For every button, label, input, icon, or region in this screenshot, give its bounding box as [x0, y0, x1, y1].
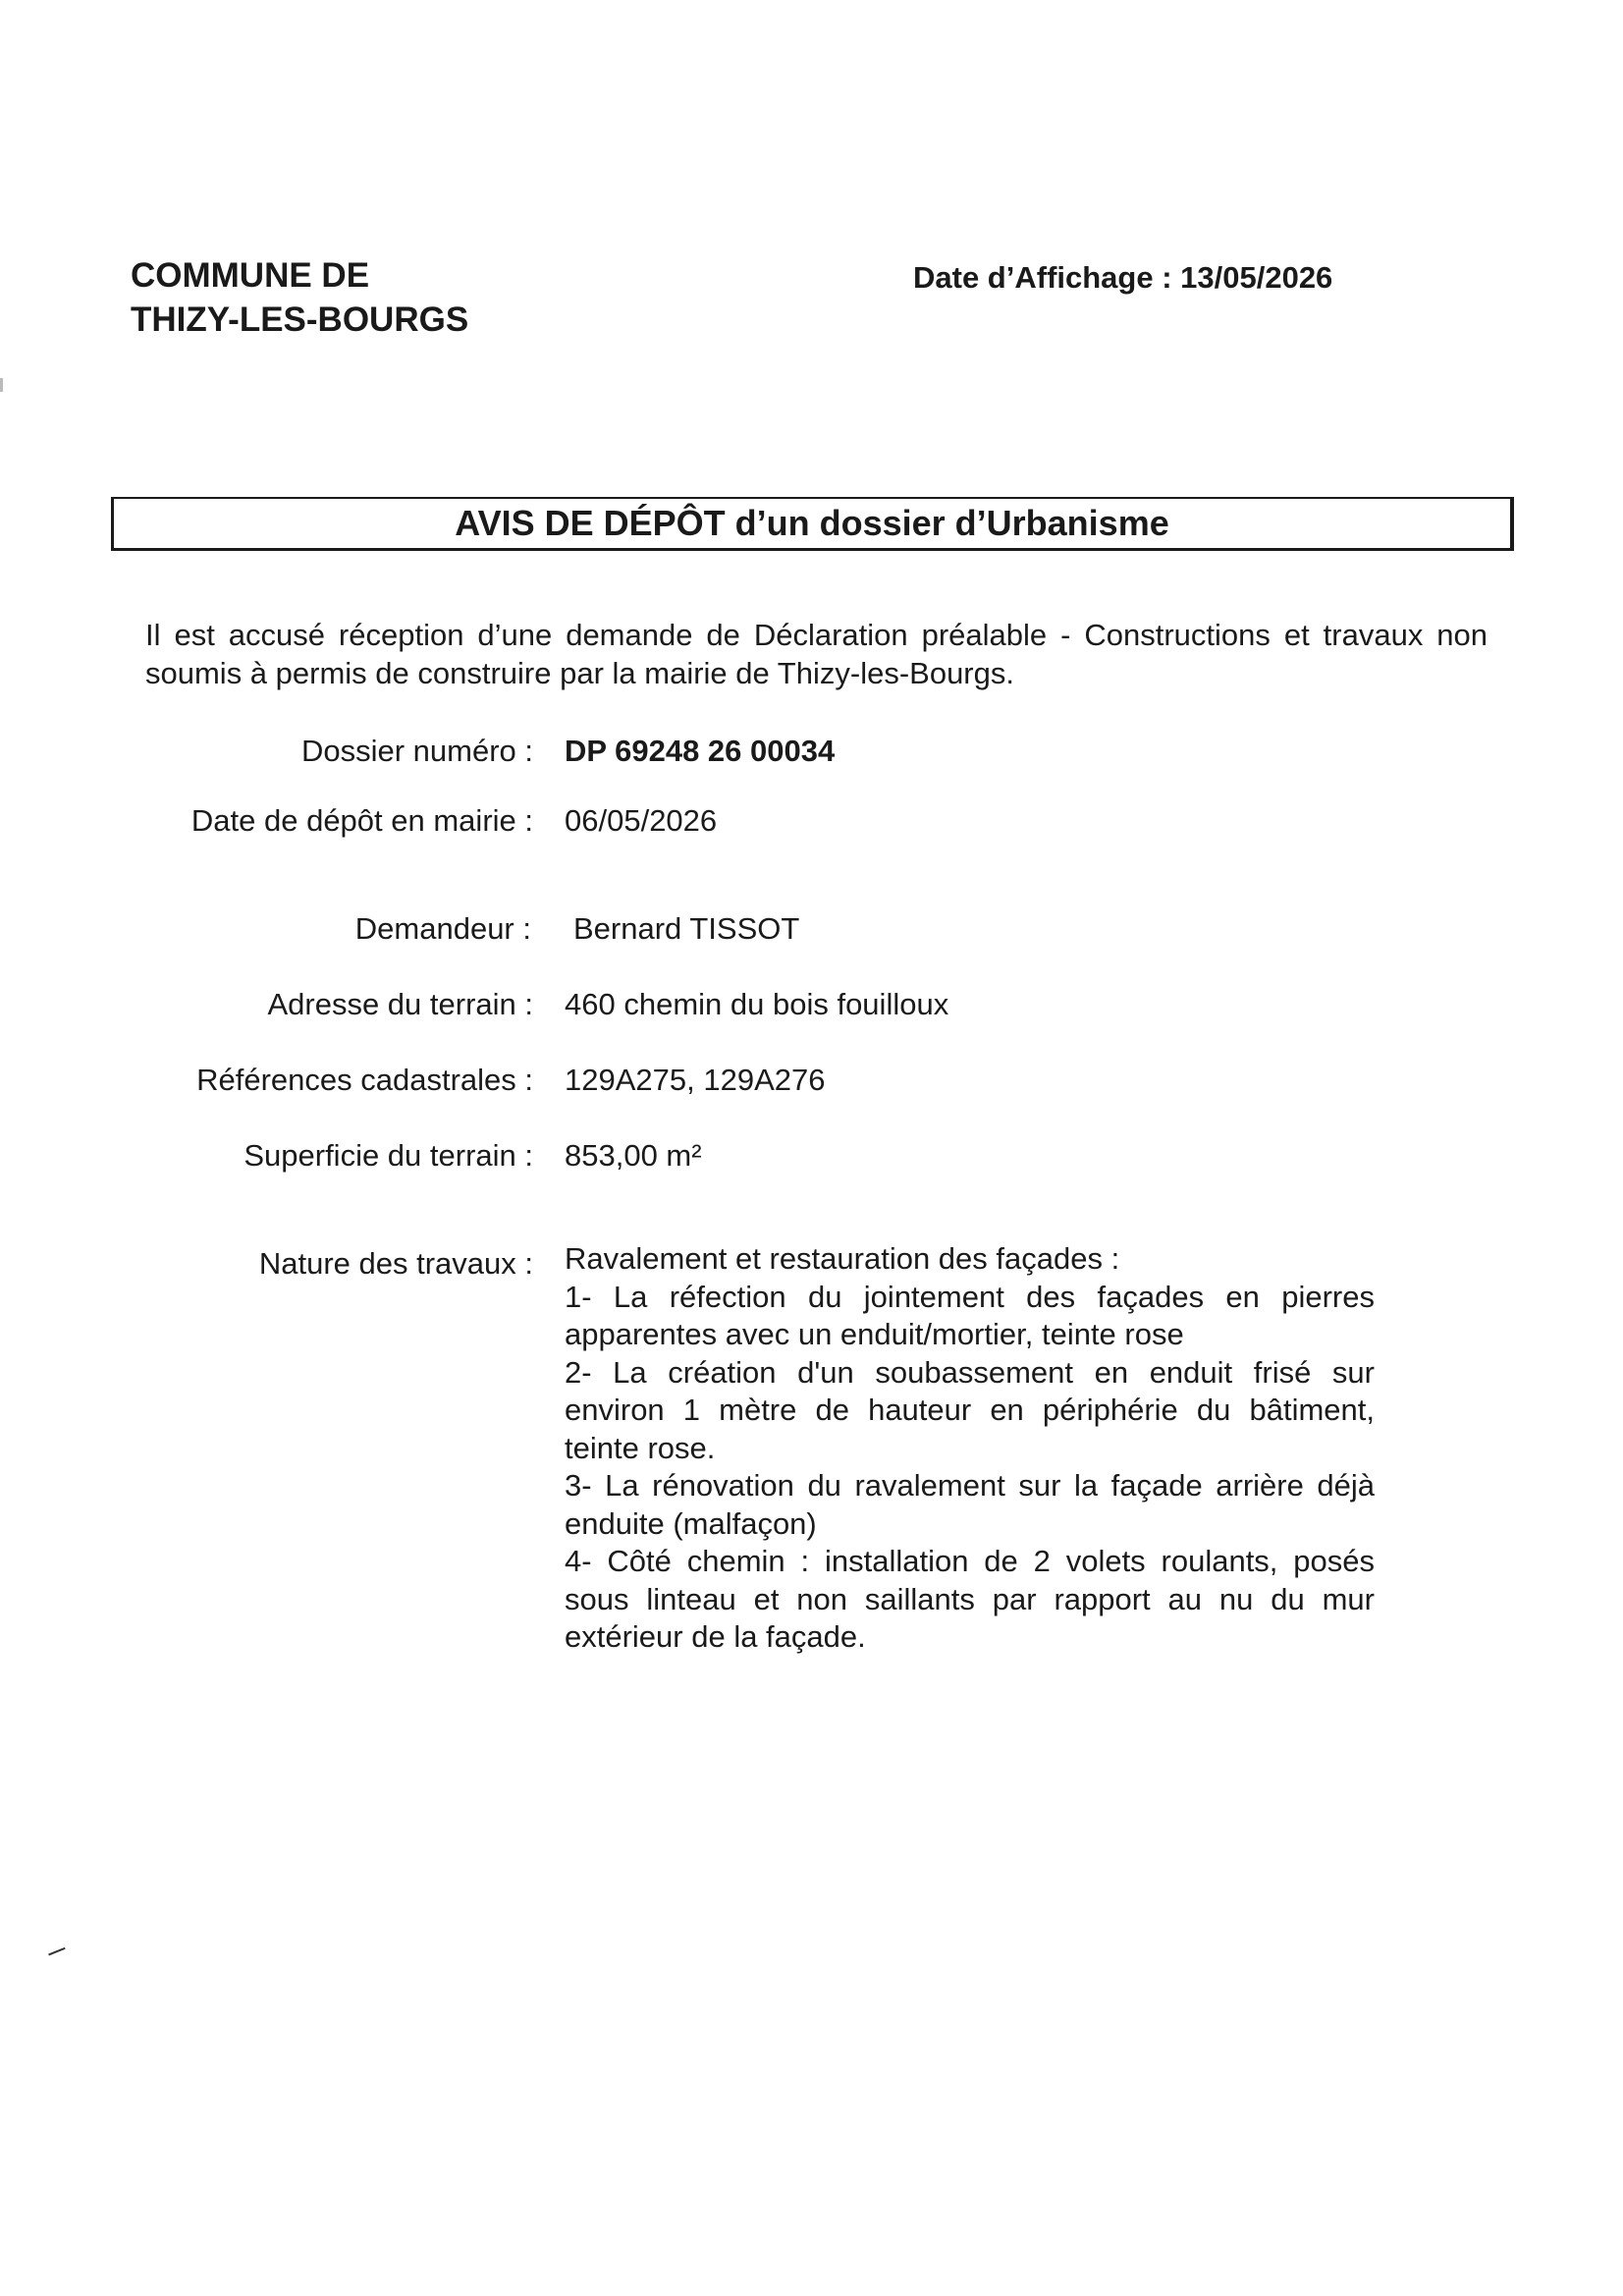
intro-paragraph: Il est accusé réception d’une demande de Déclaration préalable - Constructions et travaux non soumis à permis de construire par la mairie de Thizy-les-Bourgs. — [145, 618, 1488, 690]
travaux-item-2: 2- La création d'un soubassement en enduit frisé sur environ 1 mètre de hauteur en périphérie du bâtiment, teinte rose. — [565, 1354, 1375, 1465]
field-superficie-label: Superficie du terrain : — [243, 1138, 533, 1173]
field-date-depot-label: Date de dépôt en mairie : — [190, 803, 533, 838]
date-affichage: Date d’Affichage : 13/05/2026 — [913, 260, 1333, 295]
title-box — [111, 497, 1514, 551]
field-demandeur-value: Bernard TISSOT — [573, 911, 800, 946]
travaux-item-4: 4- Côté chemin : installation de 2 volets roulants, posés sous linteau et non saillants par rapport au nu du mur extérieur de la façade. — [565, 1544, 1375, 1654]
commune-line-1: COMMUNE DE — [131, 256, 370, 295]
travaux-intro: Ravalement et restauration des façades : — [565, 1241, 1120, 1276]
field-adresse-label: Adresse du terrain : — [267, 987, 533, 1021]
field-references-value: 129A275, 129A276 — [565, 1063, 826, 1097]
field-nature-label: Nature des travaux : — [258, 1246, 533, 1281]
travaux-item-3: 3- La rénovation du ravalement sur la façade arrière déjà enduite (malfaçon) — [565, 1468, 1375, 1541]
field-dossier-label: Dossier numéro : — [300, 734, 533, 768]
field-references-label: Références cadastrales : — [196, 1063, 533, 1097]
travaux-description — [565, 1240, 1375, 1657]
field-dossier-value: DP 69248 26 00034 — [565, 734, 836, 768]
scan-edge-mark — [0, 378, 3, 392]
commune-name — [131, 253, 468, 342]
field-date-depot-value: 06/05/2026 — [565, 803, 718, 838]
field-superficie-value: 853,00 m² — [565, 1138, 702, 1173]
field-adresse-value: 460 chemin du bois fouilloux — [565, 987, 949, 1021]
field-demandeur-label: Demandeur : — [354, 911, 531, 946]
document-title: AVIS DE DÉPÔT d’un dossier d’Urbanisme — [455, 503, 1169, 543]
travaux-item-1: 1- La réfection du jointement des façades en pierres apparentes avec un enduit/mortier, teinte rose — [565, 1279, 1375, 1351]
commune-line-2: THIZY-LES-BOURGS — [131, 301, 469, 339]
scan-mark — [48, 1947, 68, 1961]
